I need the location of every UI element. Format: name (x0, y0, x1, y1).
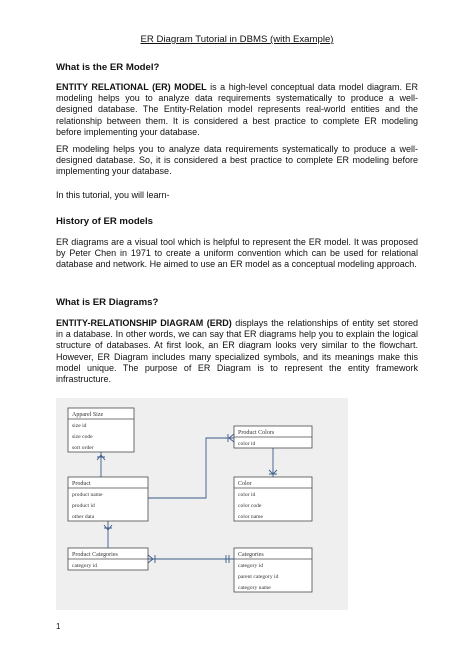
entity-attribute: category id (238, 563, 264, 569)
entity-title: Product Colors (238, 430, 275, 436)
paragraph-er-modeling: ER modeling helps you to analyze data requirements systematically to produce a well-designed database. So, it is considered a best practice to complete ER modeling before implementing your database. (56, 144, 418, 177)
entity-categories (234, 548, 312, 592)
paragraph-er-model (56, 82, 418, 138)
entity-product (68, 477, 148, 521)
entity-attribute: category id (72, 563, 98, 569)
entity-attribute: color code (238, 503, 262, 509)
entity-attribute: other data (72, 514, 95, 520)
entity-attribute: category name (238, 585, 271, 591)
entity-attribute: color id (238, 441, 256, 447)
term-erd: ENTITY-RELATIONSHIP DIAGRAM (ERD) (56, 318, 232, 328)
paragraph-erd-text: displays the relationships of entity set stored in a database. In other words, we can say that ER diagrams help you to explain the logical structure of databases. At first look, an ER diagram looks very similar to the flowchart. However, ER Diagram includes many specialized symbols, and its meanings make this model unique. The purpose of ER Diagram is to represent the entity framework infrastructure. (56, 318, 418, 385)
relationship-product-product-colors (148, 438, 234, 498)
entity-attribute: size code (72, 434, 93, 440)
section-heading-history: History of ER models (56, 216, 154, 227)
er-diagram-figure (56, 398, 348, 610)
entity-attribute: size id (72, 423, 87, 429)
entity-product-colors (234, 426, 312, 448)
entity-attribute: product name (72, 492, 103, 498)
entity-title: Product (72, 481, 91, 487)
paragraph-erd (56, 318, 418, 385)
entity-color (234, 477, 312, 521)
entity-attribute: color name (238, 514, 264, 520)
term-er-model: ENTITY RELATIONAL (ER) MODEL (56, 82, 207, 92)
entity-attribute: product id (72, 503, 95, 509)
entity-title: Apparel Size (72, 412, 104, 418)
section-heading-er-diagrams: What is ER Diagrams? (56, 297, 159, 308)
entity-boxes (68, 408, 312, 592)
entity-attribute: parent category id (238, 574, 279, 580)
entity-title: Color (238, 481, 252, 487)
paragraph-history: ER diagrams are a visual tool which is helpful to represent the ER model. It was proposed by Peter Chen in 1971 to create a uniform convention which can be used for relational database and network. He aimed to use an ER model as a conceptual modeling approach. (56, 237, 418, 270)
paragraph-tutorial-intro: In this tutorial, you will learn- (56, 190, 170, 200)
entity-product-categories (68, 548, 148, 570)
document-title: ER Diagram Tutorial in DBMS (with Example) (140, 34, 334, 45)
paragraph-er-model-text: is a high-level conceptual data model diagram. ER modeling helps you to analyze data requirements systematically to produce a well-designed database. The Entity-Relation model represents real-world entities and the relationship between them. It is considered a best practice to complete ER modeling before implementing your database. (56, 82, 418, 137)
entity-attribute: color id (238, 492, 256, 498)
entity-title: Product Categories (72, 552, 118, 558)
entity-attribute: sort order (72, 445, 94, 451)
entity-title: Categories (238, 552, 264, 558)
page-number: 1 (56, 622, 61, 631)
entity-apparel-size (68, 408, 134, 452)
section-heading-er-model: What is the ER Model? (56, 62, 160, 73)
er-diagram-svg (56, 398, 348, 610)
